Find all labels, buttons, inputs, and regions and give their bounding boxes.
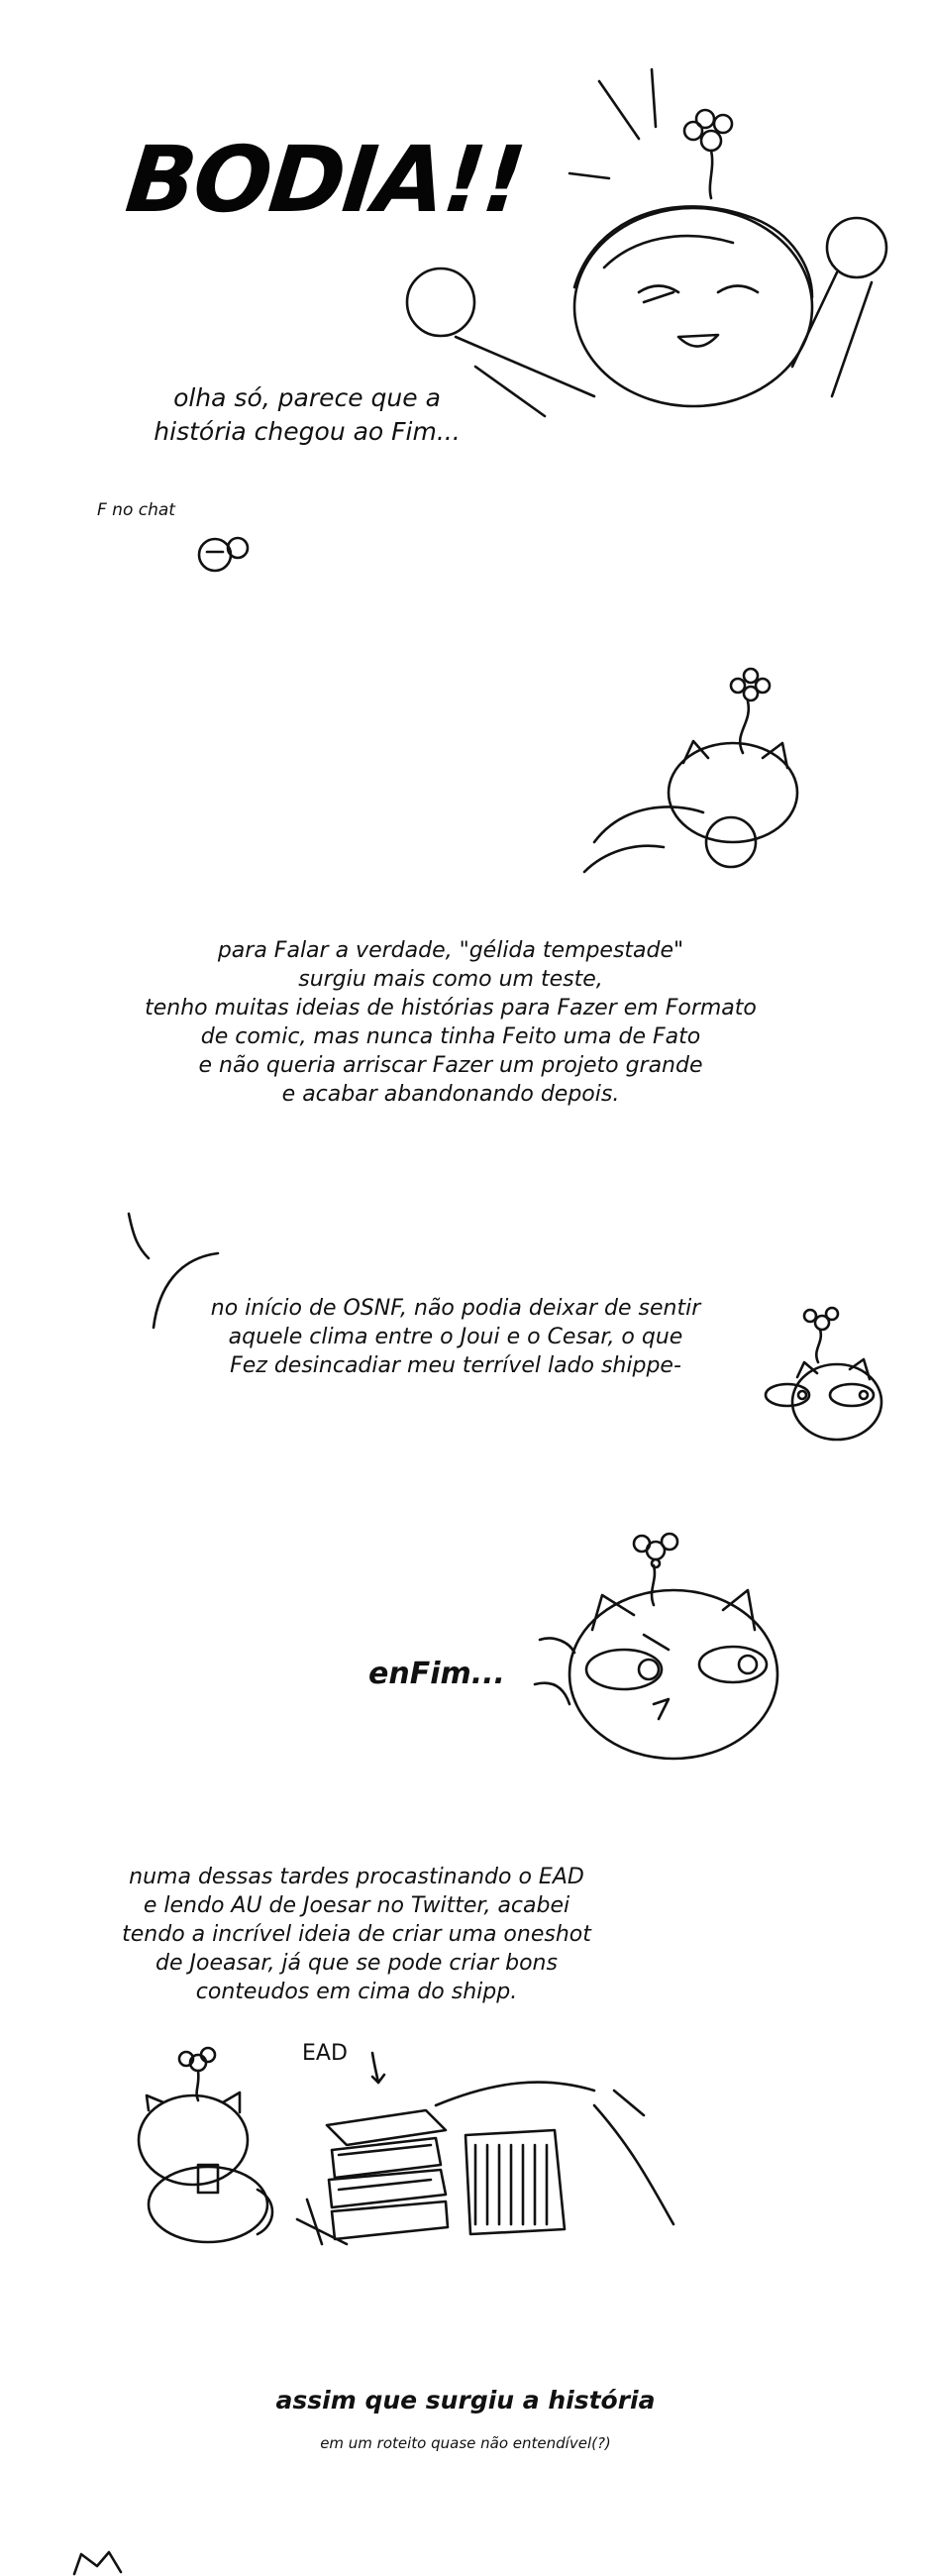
- partial-doodle-decoration: [69, 2546, 129, 2576]
- paragraph2-line-2: aquele clima entre o Joui e o Cesar, o que: [228, 1325, 683, 1349]
- paragraph3-line-5: conteudos em cima do shipp.: [195, 1980, 518, 2004]
- paragraph3-line-1: numa dessas tardes procastinando o EAD: [129, 1865, 584, 1889]
- intro-line-2: história chegou ao Fim...: [154, 417, 461, 446]
- small-face-icon: [193, 530, 262, 580]
- procrastinating-scene-illustration: [119, 2031, 713, 2259]
- character-peeking-illustration: [584, 664, 812, 882]
- paragraph1-line-3: tenho muitas ideias de histórias para Fazer em Formato: [145, 996, 757, 1020]
- paragraph1-line-5: e não queria arriscar Fazer um projeto grande: [198, 1053, 703, 1078]
- intro-line-1: olha só, parece que a: [173, 383, 441, 412]
- enfim-text: enFim...: [368, 1657, 505, 1691]
- paragraph1-line-6: e acabar abandonando depois.: [281, 1082, 620, 1107]
- chat-note: F no chat: [97, 500, 175, 520]
- paragraph1-line-4: de comic, mas nunca tinha Feito uma de Fato: [200, 1024, 701, 1049]
- page-title: BODIA!!: [121, 127, 529, 233]
- paragraph1-line-1: para Falar a verdade, "gélida tempestade": [217, 938, 684, 963]
- closing-title: assim que surgiu a história: [275, 2386, 656, 2415]
- paragraph1-line-2: surgiu mais como um teste,: [298, 967, 603, 992]
- closing-subtitle: em um roteito quase não entendível(?): [320, 2434, 611, 2452]
- paragraph3-line-3: tendo a incrível ideia de criar uma oneshot: [122, 1922, 591, 1947]
- paragraph2-line-3: Fez desincadiar meu terrível lado shippe-: [230, 1353, 681, 1378]
- paragraph3-line-2: e lendo AU de Joesar no Twitter, acabei: [143, 1893, 570, 1918]
- ead-label: EAD: [302, 2041, 348, 2066]
- character-annoyed-illustration: [525, 1536, 802, 1764]
- character-side-eye-illustration: [753, 1308, 891, 1447]
- paragraph2-line-1: no início de OSNF, não podia deixar de sentir: [210, 1296, 701, 1321]
- paragraph3-line-4: de Joeasar, já que se pode criar bons: [155, 1951, 558, 1976]
